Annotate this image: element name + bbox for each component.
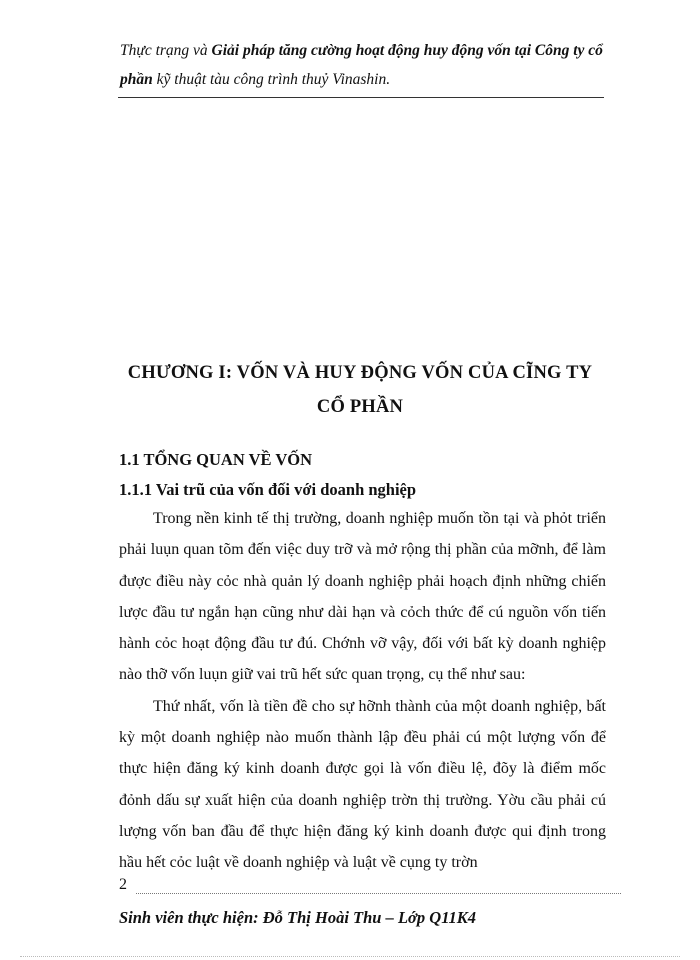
subsection-heading: 1.1.1 Vai trũ của vốn đối với doanh nghiệp <box>119 480 417 499</box>
body-text <box>119 503 606 879</box>
paragraph: Thứ nhất, vốn là tiền đề cho sự hỡnh thành của một doanh nghiệp, bất kỳ một doanh nghiệp nào muốn thành lập đều phải cú một lượng vốn để thực hiện đăng ký kinh doanh được gọi là vốn điều lệ, đõy là điểm mốc đỏnh dấu sự xuất hiện của doanh nghiệp trờn thị trường. Yờu cầu phải cú lượng vốn ban đầu để thực hiện đăng ký kinh doanh được qui định trong hầu hết cỏc luật về doanh nghiệp và luật về cụng ty trờn <box>119 697 606 872</box>
paragraph: Trong nền kinh tế thị trường, doanh nghiệp muốn tồn tại và phỏt triển phải luụn quan tõm đến việc duy trỡ và mở rộng thị phần của mỡnh, để làm được điều này cỏc nhà quản lý doanh nghiệp phải hoạch định những chiến lược đầu tư ngắn hạn cũng như dài hạn và cỏch thức để cú nguồn vốn tiến hành cỏc hoạt động đầu tư đú. Chớnh vỡ vậy, đối với bất kỳ doanh nghiệp nào thỡ vốn luụn giữ vai trũ hết sức quan trọng, cụ thể như sau: <box>119 510 606 684</box>
chapter-title-line-2: CỔ PHẦN <box>316 397 404 417</box>
page-bottom-divider <box>20 956 680 957</box>
section-heading: 1.1 TỔNG QUAN VỀ VỐN <box>119 450 312 469</box>
header-title-bold: Giải pháp tăng cường hoạt động huy động vốn tại Công ty cổ phần <box>120 42 603 88</box>
header-title-rest: kỹ thuật tàu công trình thuỷ Vinashin. <box>152 71 391 88</box>
footer-divider <box>136 893 621 894</box>
chapter-title-line-1: CHƯƠNG I: VỐN VÀ HUY ĐỘNG VỐN CỦA CĨNG TY <box>127 363 593 383</box>
footer-author: Sinh viên thực hiện: Đỗ Thị Hoài Thu – Lớp Q11K4 <box>119 908 477 927</box>
chapter-title <box>110 356 610 424</box>
page-number: 2 <box>119 876 127 893</box>
running-header <box>120 36 608 94</box>
header-divider <box>118 97 604 98</box>
header-prefix: Thực trạng và <box>120 42 212 59</box>
